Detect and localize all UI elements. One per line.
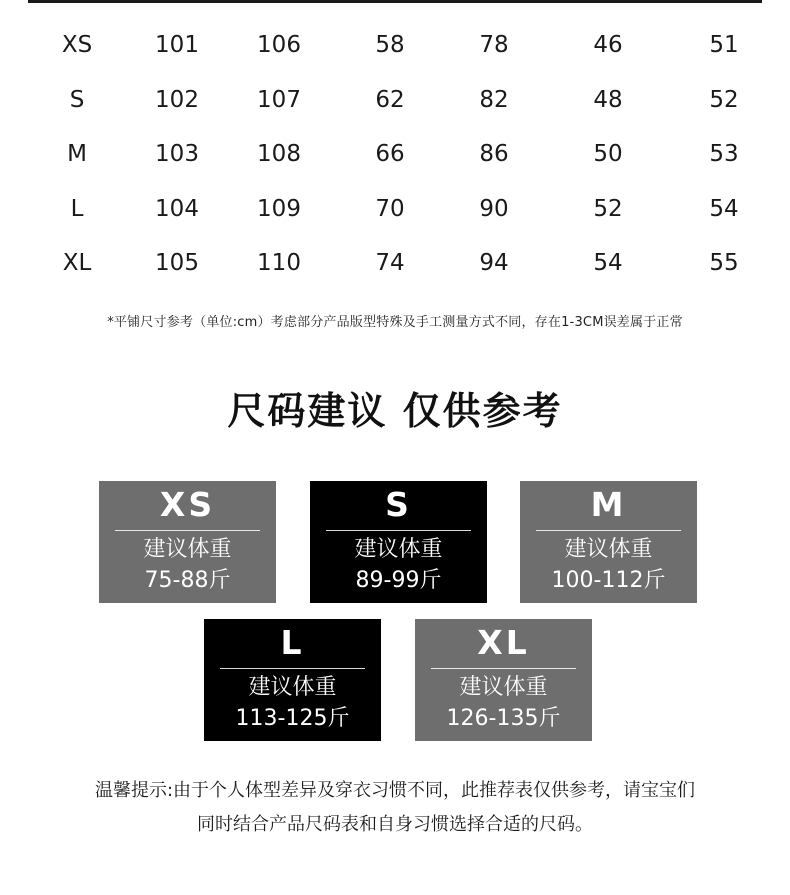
card-divider	[220, 668, 365, 669]
table-cell: 74	[375, 250, 405, 276]
table-cell: 110	[257, 250, 301, 276]
table-cell: 55	[709, 250, 739, 276]
card-divider	[431, 668, 576, 669]
table-cell: 86	[479, 141, 509, 167]
card-divider	[115, 530, 260, 531]
card-size: M	[590, 485, 627, 524]
size-card-l	[204, 619, 381, 741]
table-row	[0, 18, 790, 73]
table-cell: 54	[593, 250, 623, 276]
table-cell: S	[69, 86, 85, 113]
table-cell: 109	[257, 195, 301, 222]
table-cell: 90	[479, 195, 509, 222]
card-size: XS	[159, 485, 216, 524]
table-cell: 62	[375, 86, 405, 113]
table-cell: 48	[593, 86, 623, 113]
card-divider	[536, 530, 681, 531]
table-cell: 50	[593, 141, 623, 167]
card-divider	[326, 530, 471, 531]
table-cell: 54	[709, 195, 739, 222]
table-cell: 103	[155, 141, 199, 167]
table-cell: 108	[257, 141, 301, 167]
table-cell: XL	[62, 250, 92, 276]
size-table	[0, 18, 790, 291]
top-divider	[28, 0, 762, 3]
size-card-xs	[99, 481, 276, 603]
table-cell: M	[67, 141, 87, 167]
table-row	[0, 236, 790, 291]
table-cell: 53	[709, 141, 739, 167]
table-cell: 58	[375, 32, 405, 58]
table-cell: 51	[709, 32, 739, 58]
card-size: S	[385, 485, 412, 524]
card-weight: 89-99斤	[355, 568, 442, 593]
table-cell: 101	[155, 32, 199, 58]
card-weight: 75-88斤	[144, 568, 231, 593]
table-cell: 70	[375, 195, 405, 222]
table-cell: 106	[257, 32, 301, 58]
size-card-m	[520, 481, 697, 603]
table-cell: 78	[479, 32, 509, 58]
size-card-s	[310, 481, 487, 603]
table-cell: XS	[61, 32, 93, 58]
card-size: XL	[477, 623, 530, 662]
card-label: 建议体重	[248, 675, 337, 700]
table-row	[0, 182, 790, 237]
card-weight: 113-125斤	[235, 706, 350, 731]
table-cell: 102	[155, 86, 199, 113]
card-weight: 100-112斤	[551, 568, 666, 593]
card-size: L	[280, 623, 305, 662]
section-title: 尺码建议 仅供参考	[227, 389, 563, 433]
table-cell: 82	[479, 86, 509, 113]
table-cell: 105	[155, 250, 199, 276]
table-cell: L	[70, 195, 84, 222]
table-cell: 94	[479, 250, 509, 276]
tip-line-1: 温馨提示:由于个人体型差异及穿衣习惯不同，此推荐表仅供参考，请宝宝们	[94, 780, 696, 801]
table-cell: 107	[257, 86, 301, 113]
card-label: 建议体重	[143, 537, 232, 562]
card-label: 建议体重	[564, 537, 653, 562]
table-cell: 52	[593, 195, 623, 222]
card-weight: 126-135斤	[446, 706, 561, 731]
card-label: 建议体重	[354, 537, 443, 562]
measurement-note: *平铺尺寸参考（单位:cm）考虑部分产品版型特殊及手工测量方式不同，存在1-3CM误差属于正常	[107, 315, 683, 330]
table-cell: 104	[155, 195, 199, 222]
table-row	[0, 127, 790, 182]
table-cell: 66	[375, 141, 405, 167]
table-cell: 52	[709, 86, 739, 113]
table-row	[0, 73, 790, 128]
size-card-xl	[415, 619, 592, 741]
tip-line-2: 同时结合产品尺码表和自身习惯选择合适的尺码。	[197, 814, 593, 835]
table-cell: 46	[593, 32, 623, 58]
card-label: 建议体重	[459, 675, 548, 700]
